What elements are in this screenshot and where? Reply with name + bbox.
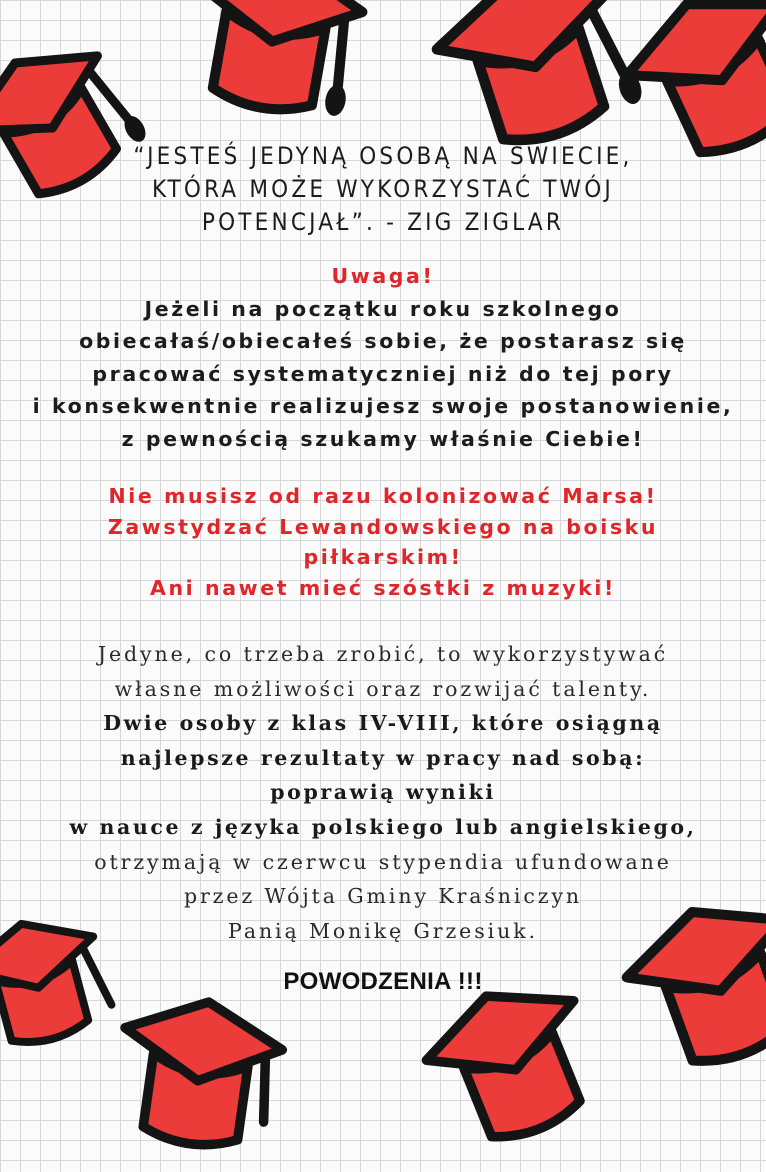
body-line-bold: w nauce z języka polskiego lub angielskiego, <box>69 814 697 839</box>
quote-line: KTÓRA MOŻE WYKORZYSTAĆ TWÓJ <box>152 175 614 203</box>
body-line: Panią Monikę Grzesiuk. <box>228 918 538 943</box>
notice-title: Uwaga! <box>331 264 435 288</box>
body-block <box>0 637 766 948</box>
red-line: Nie musisz od razu kolonizować Marsa! <box>108 484 658 508</box>
red-line: Ani nawet mieć szóstki z muzyki! <box>150 575 616 600</box>
notice-line: pracować systematyczniej niż do tej pory <box>92 361 674 386</box>
quote-line: “JESTEŚ JEDYNĄ OSOBĄ NA ŚWIECIE, <box>133 142 633 170</box>
notice-line: obiecałaś/obiecałeś sobie, że postarasz się <box>79 329 687 353</box>
red-line: Zawstydzać Lewandowskiego na boisku <box>107 514 659 539</box>
quote <box>90 140 676 239</box>
body-line-bold: najlepsze rezultaty w pracy nad sobą: <box>120 745 646 770</box>
body-line: przez Wójta Gminy Kraśniczyn <box>183 884 583 909</box>
notice-line: Jeżeli na początku roku szkolnego <box>144 296 622 321</box>
red-message-block <box>0 481 766 603</box>
body-line: otrzymają w czerwcu stypendia ufundowane <box>94 849 672 874</box>
notice-block <box>0 260 766 455</box>
body-line-bold: Dwie osoby z klas IV-VIII, które osiągną <box>103 711 663 736</box>
notice-line: z pewnością szukamy właśnie Ciebie! <box>121 426 645 451</box>
quote-line: POTENCJAŁ”. - ZIG ZIGLAR <box>201 208 565 236</box>
red-line: piłkarskim! <box>303 545 463 569</box>
notice-line: i konsekwentnie realizujesz swoje postanowienie, <box>32 394 734 418</box>
body-line: własne możliwości oraz rozwijać talenty. <box>114 676 652 701</box>
closing-text: POWODZENIA !!! <box>283 968 483 995</box>
body-line: Jedyne, co trzeba zrobić, to wykorzystywać <box>97 642 669 666</box>
body-line-bold: poprawią wyniki <box>270 780 496 805</box>
